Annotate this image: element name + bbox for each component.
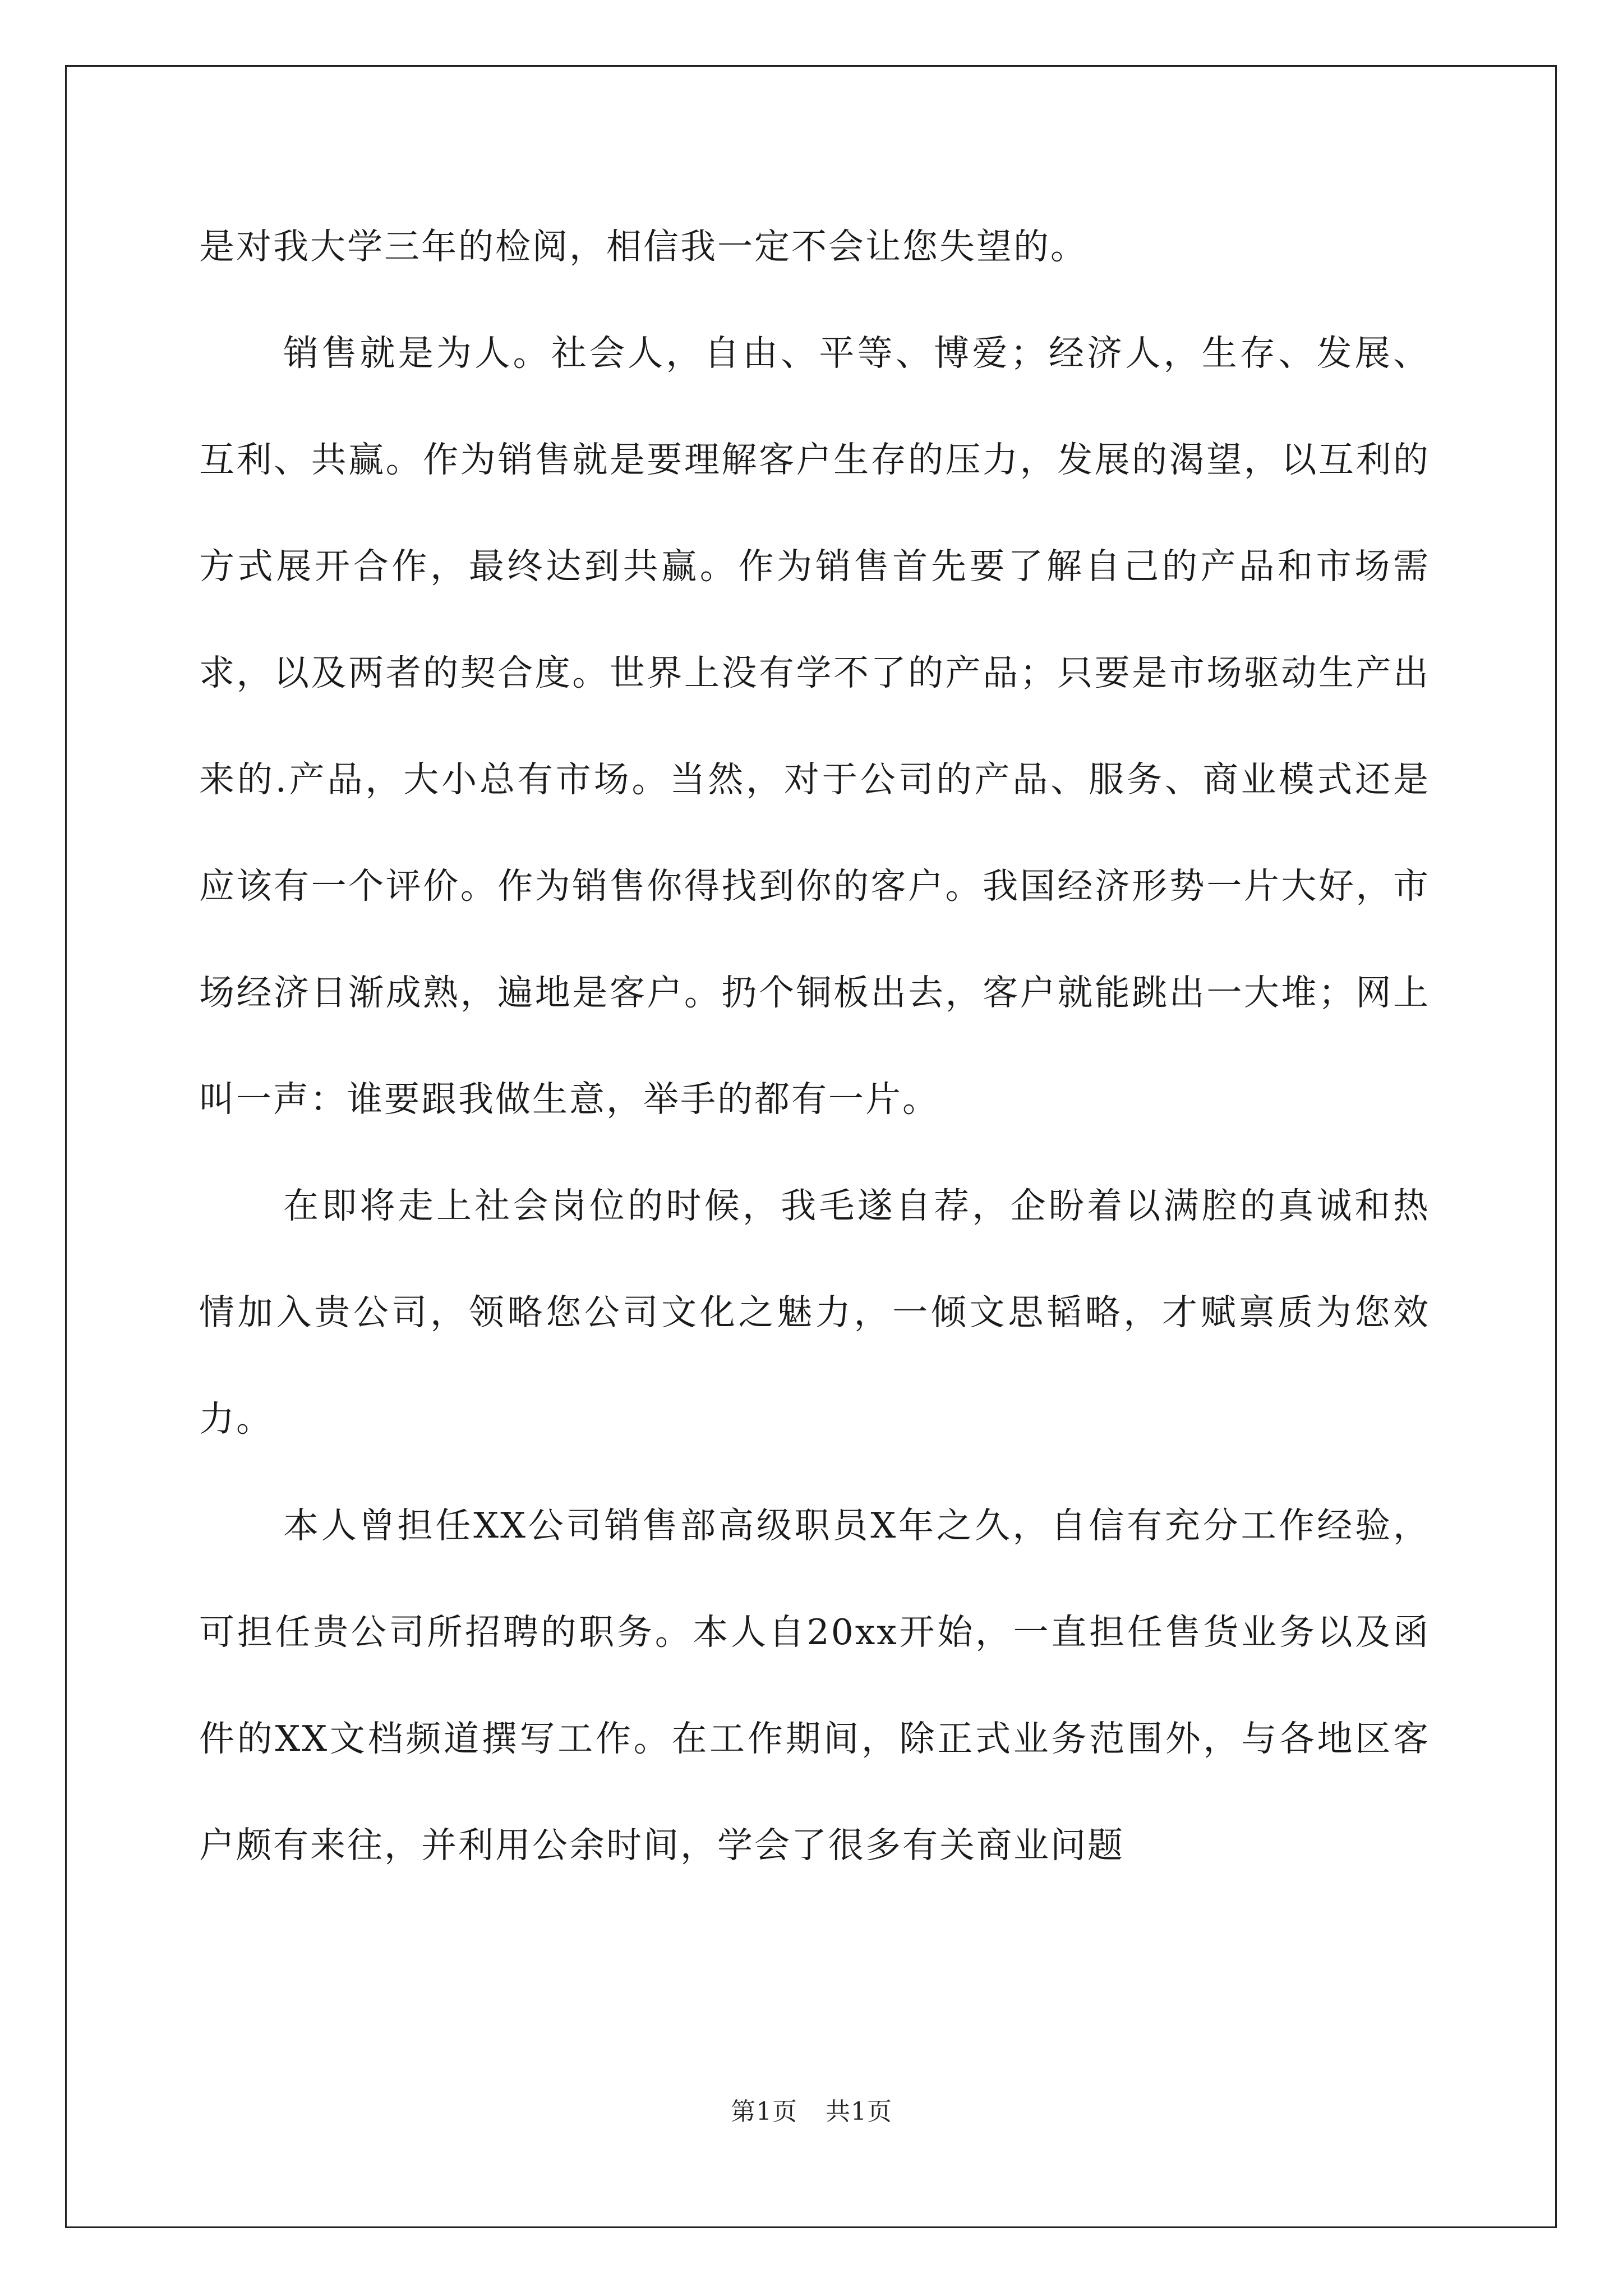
paragraph-self-recommendation: 在即将走上社会岗位的时候，我毛遂自荐，企盼着以满腔的真诚和热情加入贵公司，领略您公司文化之魅力，一倾文思韬略，才赋禀质为您效力。 [199,1185,1430,1439]
paragraph-sales: 销售就是为人。社会人，自由、平等、博爱；经济人，生存、发展、互利、共赢。作为销售就是要理解客户生存的压力，发展的渴望，以互利的方式展开合作，最终达到共赢。作为销售首先要了解自己的产品和市场需求，以及两者的契合度。世界上没有学不了的产品；只要是市场驱动生产出来的.产品，大小总有市场。当然，对于公司的产品、服务、商业模式还是应该有一个评价。作为销售你得找到你的客户。我国经济形势一片大好，市场经济日渐成熟，遍地是客户。扔个铜板出去，客户就能跳出一大堆；网上叫一声：谁要跟我做生意，举手的都有一片。 [199,333,1430,1120]
page-footer [0,2091,1623,2127]
paragraph-experience: 本人曾担任XX公司销售部高级职员X年之久，自信有充分工作经验，可担任贵公司所招聘的职务。本人自20xx开始，一直担任售货业务以及函件的XX文档频道撰写工作。在工作期间，除正式业务范围外，与各地区客户颇有来往，并利用公余时间，学会了很多有关商业问题 [199,1505,1430,1866]
page-number: 第1页 [731,2097,797,2126]
paragraph-continuation: 是对我大学三年的检阅，相信我一定不会让您失望的。 [199,226,1087,267]
document-body [199,194,1430,1899]
page-total: 共1页 [826,2097,892,2126]
